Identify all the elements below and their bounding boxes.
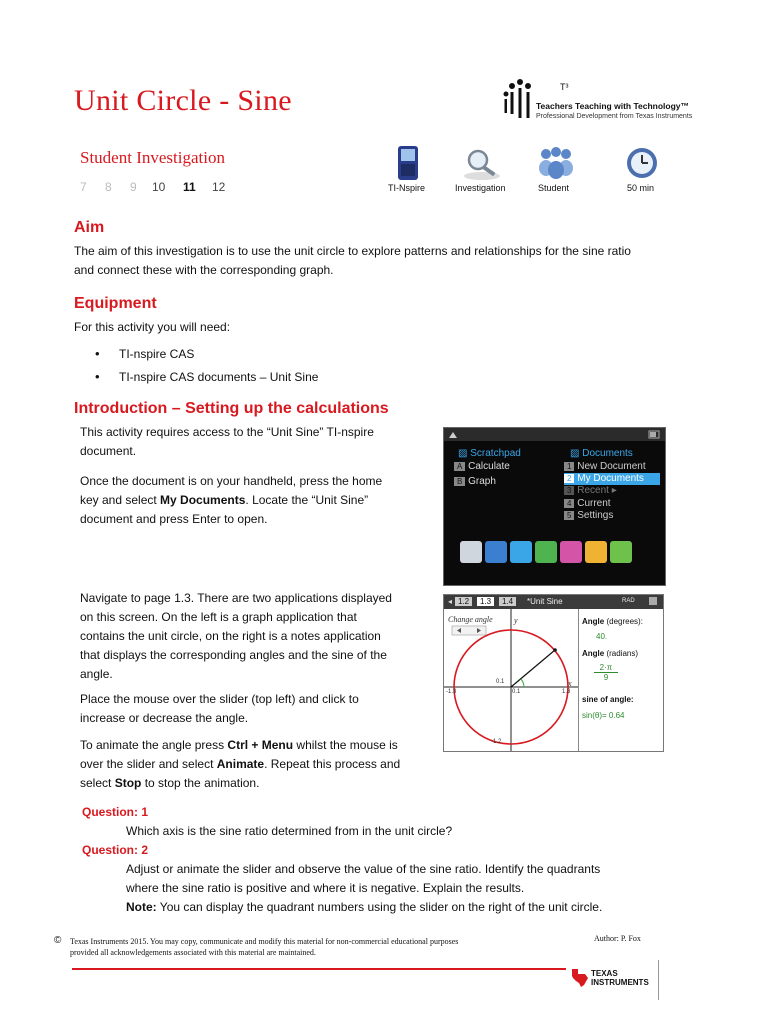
icon-label-duration: 50 min (627, 183, 655, 193)
geometry-app-icon (510, 541, 532, 563)
tab-prev-arrow[interactable]: ◂ (448, 597, 453, 606)
x-axis-label: x (568, 679, 572, 688)
point-on-circle (553, 648, 557, 652)
graph-screen-screenshot (443, 594, 664, 752)
icon-label-tinspire: TI-Nspire (388, 183, 426, 193)
unit-circle-graph[interactable] (444, 609, 578, 751)
footer-divider (72, 968, 566, 970)
doc-item-new[interactable]: 1 New Document (564, 461, 646, 472)
intro-paragraph-1: This activity requires access to the “Unit Sine” TI-nspire document. (80, 425, 374, 458)
documents-label[interactable]: ▨ Documents (570, 448, 633, 459)
doc-item-my-documents[interactable]: 2 My Documents (564, 473, 644, 484)
intro-paragraph-2: Once the document is on your handheld, press the home key and select My Documents. Locate the “Unit Sine” document and press Enter to open. (80, 474, 383, 526)
year-7: 7 (80, 180, 87, 194)
intro-paragraph-4: Place the mouse over the slider (top left) and click to increase or decrease the angle. (80, 692, 359, 725)
notes-sine-value: sin(θ)= 0.64 (582, 711, 625, 720)
calculate-item[interactable]: A Calculate (454, 461, 510, 472)
vernier-app-icon (610, 541, 632, 563)
tick-label-left: -1.3 (446, 689, 457, 695)
year-11: 11 (183, 180, 196, 194)
students-icon (534, 146, 574, 182)
icon-label-investigation: Investigation (455, 183, 506, 193)
home-screen-screenshot (443, 427, 666, 586)
equipment-item: • TI-nspire CAS (119, 347, 194, 361)
ti-logo-text-1: TEXAS (591, 969, 618, 978)
lists-app-icon (535, 541, 557, 563)
doc-name: *Unit Sine (527, 597, 563, 606)
footer-vertical-rule (658, 960, 659, 1000)
tab-1-3[interactable]: 1.3 (477, 597, 494, 606)
slider-label: Change angle (448, 615, 493, 624)
graph-item[interactable]: B Graph (454, 476, 496, 487)
author: Author: P. Fox (594, 934, 641, 943)
notes-radians-value: 2·π 9 (594, 663, 618, 682)
tab-1-2[interactable]: 1.2 (455, 597, 472, 606)
ti-logo-text-2: INSTRUMENTS (591, 978, 649, 987)
notes-degrees-value: 40. (596, 632, 608, 641)
equipment-item: • TI-nspire CAS documents – Unit Sine (119, 370, 318, 384)
data-app-icon (560, 541, 582, 563)
intro-paragraph-5: To animate the angle press Ctrl + Menu whilst the mouse is over the slider and select Animate. Repeat this process and select Stop to stop the animation. (80, 738, 401, 790)
copyright-symbol: © (54, 935, 62, 946)
tick-label-bottom: -1.2 (491, 739, 502, 745)
notes-angle-degrees-label: Angle (degrees): (582, 617, 643, 626)
equipment-heading: Equipment (74, 295, 157, 312)
app-icons-row (458, 540, 654, 566)
tick-label-y-01: 0.1 (496, 679, 505, 685)
graphs-app-icon (485, 541, 507, 563)
logo-text: Teachers Teaching with Technology™ (536, 101, 690, 111)
logo-subtext: Professional Development from Texas Instruments (536, 113, 693, 120)
question-2-text: Adjust or animate the slider and observe the value of the sine ratio. Identify the quadrants where the sine ratio is positive and where it is negative. Explain the results. Note: You can display the quadrant numbers using the slider on the right of the unit circle. (126, 862, 603, 914)
clock-icon (622, 146, 662, 182)
scratchpad-label[interactable]: ▨ Scratchpad (458, 448, 521, 459)
y-axis-label: y (514, 616, 518, 625)
subtitle: Student Investigation (80, 148, 225, 167)
notes-app-icon (585, 541, 607, 563)
mode-indicator: RAD (622, 598, 635, 604)
close-icon[interactable] (649, 597, 657, 605)
doc-item-recent[interactable]: 3 Recent ▸ (564, 485, 617, 496)
equipment-intro: For this activity you will need: (74, 320, 231, 334)
icon-label-student: Student (538, 183, 570, 193)
introduction-heading: Introduction – Setting up the calculations (74, 400, 389, 417)
magnifier-icon (460, 146, 500, 182)
aim-heading: Aim (74, 219, 105, 236)
tab-1-4[interactable]: 1.4 (499, 597, 516, 606)
doc-item-current[interactable]: 4 Current (564, 498, 611, 509)
notes-sine-label: sine of angle: (582, 695, 634, 704)
t3-mark-icon (500, 74, 540, 134)
question-2-label: Question: 2 (82, 843, 149, 857)
calculator-icon (390, 146, 430, 182)
panel-divider[interactable] (578, 609, 579, 751)
question-1-text: Which axis is the sine ratio determined from in the unit circle? (126, 824, 453, 838)
year-12: 12 (212, 180, 226, 194)
copyright-notice: Texas Instruments 2015. You may copy, communicate and modify this material for non-commercial educational purposes provided all acknowledgements associated with this material are maintained. (70, 937, 459, 957)
question-1-label: Question: 1 (82, 805, 149, 819)
tick-label-x-01: 0.1 (512, 689, 521, 695)
notes-angle-radians-label: Angle (radians) (582, 649, 639, 658)
tick-label-right: 1.3 (562, 689, 571, 695)
aim-text: The aim of this investigation is to use the unit circle to explore patterns and relationships for the sine ratio and connect these with the corresponding graph. (74, 244, 631, 277)
calculator-app-icon (460, 541, 482, 563)
page-title: Unit Circle - Sine (74, 84, 292, 117)
year-9: 9 (130, 180, 137, 194)
year-10: 10 (152, 180, 166, 194)
texas-state-icon (570, 966, 590, 988)
doc-item-settings[interactable]: 5 Settings (564, 510, 613, 521)
logo-mark: T³ (560, 82, 569, 92)
intro-paragraph-3: Navigate to page 1.3. There are two applications displayed on this screen. On the left is a graph application that contains the unit circle, on the right is a notes application that displays the corresponding angles and the sine of the angle. (80, 591, 392, 681)
year-8: 8 (105, 180, 112, 194)
